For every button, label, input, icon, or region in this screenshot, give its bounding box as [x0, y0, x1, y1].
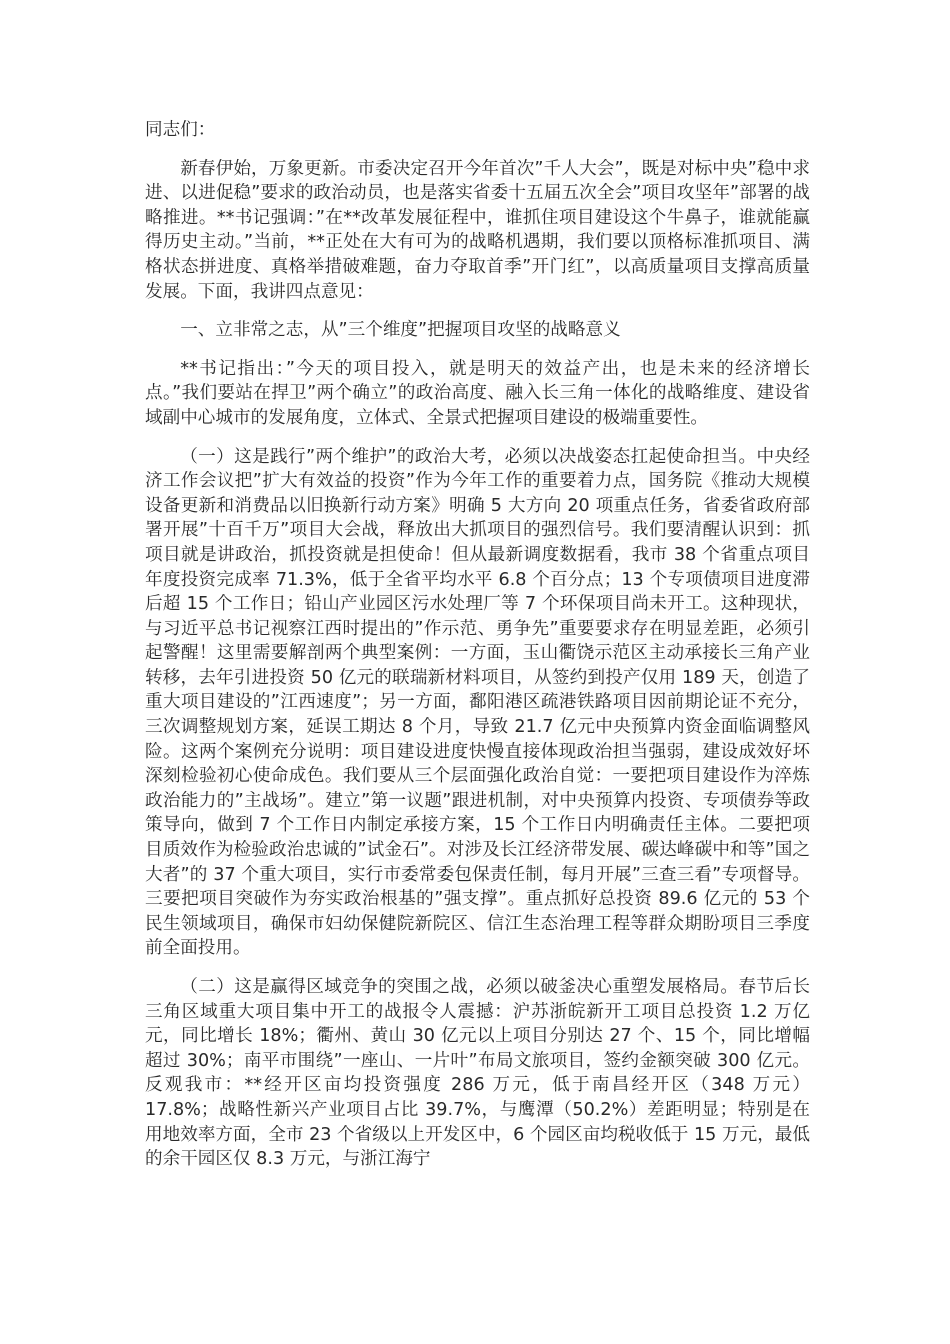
- paragraph-secretary-quote: **书记指出：”今天的项目投入，就是明天的效益产出，也是未来的经济增长点。”我们要站在捍卫”两个确立”的政治高度、融入长三角一体化的战略维度、建设省域副中心城市的发展角度，立体式、全景式把握项目建设的极端重要性。: [145, 358, 810, 428]
- paragraph-subsection-1: （一）这是践行”两个维护”的政治大考，必须以决战姿态扛起使命担当。中央经济工作会议把”扩大有效益的投资”作为今年工作的重要着力点，国务院《推动大规模设备更新和消费品以旧换新行动方案》明确 5 大方向 20 项重点任务，省委省政府部署开展”十百千万”项目大会战，释放出大抓项目的强烈信号。我们要清醒认识到：抓项目就是讲政治，抓投资就是担使命！但从最新调度数据看，我市 38 个省重点项目年度投资完成率 71.3%，低于全省平均水平 6.8 个百分点；13 个专项债项目进度滞后超 15 个工作日；铅山产业园区污水处理厂等 7 个环保项目尚未开工。这种现状，与习近平总书记视察江西时提出的”作示范、勇争先”重要要求存在明显差距，必须引起警醒！这里需要解剖两个典型案例：一方面，玉山衢饶示范区主动承接长三角产业转移，去年引进投资 50 亿元的联瑞新材料项目，从签约到投产仅用 189 天，创造了重大项目建设的”江西速度”；另一方面，鄱阳港区疏港铁路项目因前期论证不充分，三次调整规划方案，延误工期达 8 个月，导致 21.7 亿元中央预算内资金面临调整风险。这两个案例充分说明：项目建设进度快慢直接体现政治担当强弱，建设成效好坏深刻检验初心使命成色。我们要从三个层面强化政治自觉：一要把项目建设作为淬炼政治能力的”主战场”。建立”第一议题”跟进机制，对中央预算内投资、专项债券等政策导向，做到 7 个工作日内制定承接方案，15 个工作日内明确责任主体。二要把项目质效作为检验政治忠诚的”试金石”。对涉及长江经济带发展、碳达峰碳中和等”国之大者”的 37 个重大项目，实行市委常委包保责任制，每月开展”三查三看”专项督导。三要把项目突破作为夯实政治根基的”强支撑”。重点抓好总投资 89.6 亿元的 53 个民生领域项目，确保市妇幼保健院新院区、信江生态治理工程等群众期盼项目三季度前全面投用。: [145, 446, 810, 959]
- section-heading-1: 一、立非常之志，从”三个维度”把握项目攻坚的战略意义: [180, 320, 621, 341]
- paragraph-opening: 新春伊始，万象更新。市委决定召开今年首次”千人大会”，既是对标中央”稳中求进、以进促稳”要求的政治动员，也是落实省委十五届五次全会”项目攻坚年”部署的战略推进。**书记强调：”在**改革发展征程中，谁抓住项目建设这个牛鼻子，谁就能赢得历史主动。”当前，**正处在大有可为的战略机遇期，我们要以顶格标准抓项目、满格状态拼进度、真格举措破难题，奋力夺取首季”开门红”，以高质量项目支撑高质量发展。下面，我讲四点意见：: [145, 158, 810, 302]
- document-body: [145, 118, 810, 1186]
- greeting: 同志们：: [145, 120, 216, 140]
- paragraph-subsection-2: （二）这是赢得区域竞争的突围之战，必须以破釜决心重塑发展格局。春节后长三角区域重大项目集中开工的战报令人震撼：沪苏浙皖新开工项目总投资 1.2 万亿元，同比增长 18%；衢州、黄山 30 亿元以上项目分别达 27 个、15 个，同比增幅超过 30%；南平市围绕”一座山、一片叶”布局文旅项目，签约金额突破 300 亿元。反观我市：**经开区亩均投资强度 286 万元，低于南昌经开区（348 万元）17.8%；战略性新兴产业项目占比 39.7%，与鹰潭（50.2%）差距明显；特别是在用地效率方面，全市 23 个省级以上开发区中，6 个园区亩均税收低于 15 万元，最低的余干园区仅 8.3 万元，与浙江海宁: [145, 977, 810, 1170]
